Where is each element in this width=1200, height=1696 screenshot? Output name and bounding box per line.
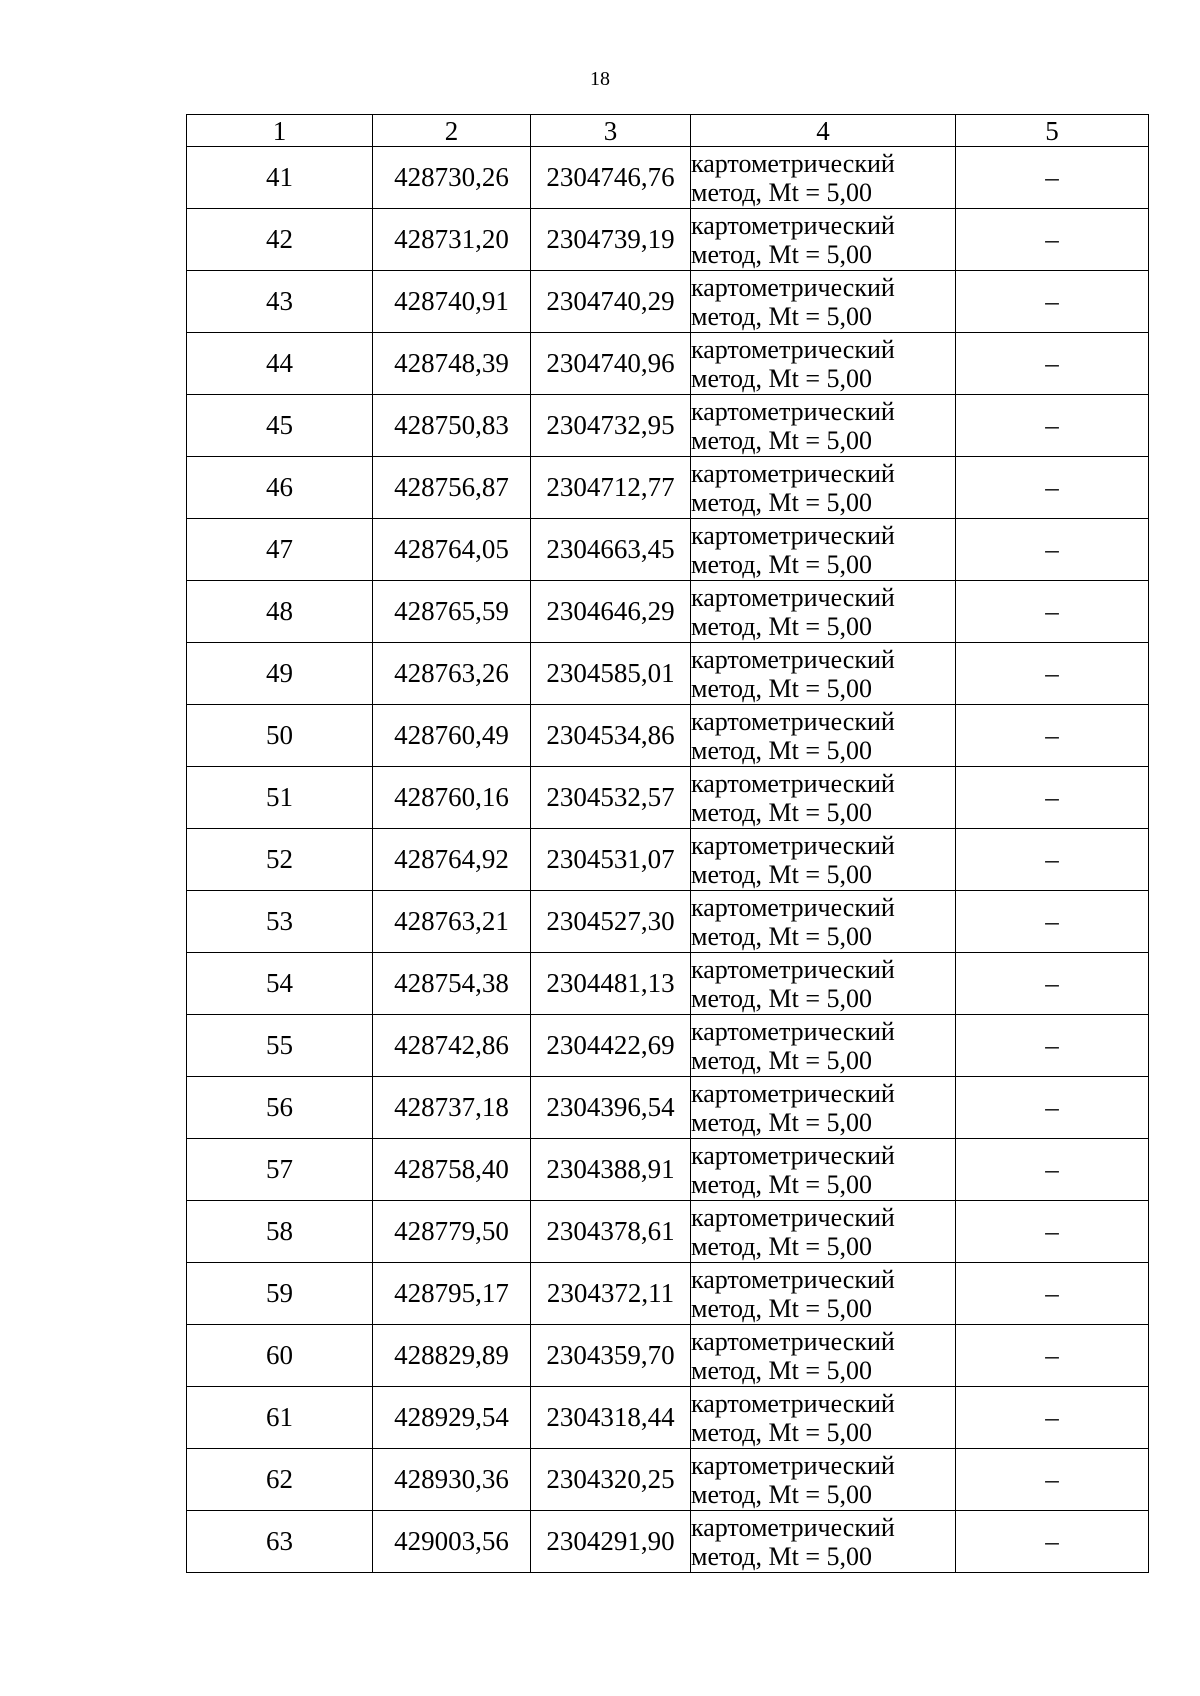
x-coordinate-cell: 428779,50 (373, 1201, 531, 1263)
point-number-cell: 42 (187, 209, 373, 271)
x-coordinate-cell: 428760,16 (373, 767, 531, 829)
x-coordinate-cell: 428748,39 (373, 333, 531, 395)
coordinates-table (186, 114, 1149, 1573)
x-coordinate-cell: 428765,59 (373, 581, 531, 643)
note-cell: – (956, 1263, 1149, 1325)
method-cell (691, 705, 956, 767)
table-row (187, 581, 1149, 643)
method-line-2: метод, Mt = 5,00 (691, 239, 872, 269)
column-header-1: 1 (187, 115, 373, 147)
point-number-cell: 60 (187, 1325, 373, 1387)
point-number-cell: 41 (187, 147, 373, 209)
method-line-1: картометрический (691, 1388, 895, 1418)
method-cell (691, 767, 956, 829)
table-row (187, 1387, 1149, 1449)
x-coordinate-cell: 428750,83 (373, 395, 531, 457)
note-cell: – (956, 767, 1149, 829)
method-cell (691, 209, 956, 271)
method-cell (691, 581, 956, 643)
method-cell (691, 1077, 956, 1139)
method-cell (691, 953, 956, 1015)
point-number-cell: 47 (187, 519, 373, 581)
method-cell (691, 519, 956, 581)
column-header-3: 3 (531, 115, 691, 147)
method-line-2: метод, Mt = 5,00 (691, 1293, 872, 1323)
method-line-1: картометрический (691, 1264, 895, 1294)
point-number-cell: 63 (187, 1511, 373, 1573)
table-row (187, 829, 1149, 891)
x-coordinate-cell: 428795,17 (373, 1263, 531, 1325)
method-line-1: картометрический (691, 1512, 895, 1542)
note-cell: – (956, 1201, 1149, 1263)
y-coordinate-cell: 2304422,69 (531, 1015, 691, 1077)
table-row (187, 519, 1149, 581)
x-coordinate-cell: 428754,38 (373, 953, 531, 1015)
x-coordinate-cell: 428930,36 (373, 1449, 531, 1511)
note-cell: – (956, 1511, 1149, 1573)
method-line-1: картометрический (691, 1016, 895, 1046)
y-coordinate-cell: 2304481,13 (531, 953, 691, 1015)
point-number-cell: 46 (187, 457, 373, 519)
method-line-2: метод, Mt = 5,00 (691, 611, 872, 641)
method-cell (691, 333, 956, 395)
note-cell: – (956, 1015, 1149, 1077)
method-line-2: метод, Mt = 5,00 (691, 1355, 872, 1385)
y-coordinate-cell: 2304732,95 (531, 395, 691, 457)
method-line-2: метод, Mt = 5,00 (691, 301, 872, 331)
y-coordinate-cell: 2304740,96 (531, 333, 691, 395)
y-coordinate-cell: 2304712,77 (531, 457, 691, 519)
method-cell (691, 1015, 956, 1077)
method-line-1: картометрический (691, 706, 895, 736)
point-number-cell: 56 (187, 1077, 373, 1139)
method-line-2: метод, Mt = 5,00 (691, 425, 872, 455)
table-row (187, 643, 1149, 705)
x-coordinate-cell: 428740,91 (373, 271, 531, 333)
point-number-cell: 43 (187, 271, 373, 333)
method-line-2: метод, Mt = 5,00 (691, 983, 872, 1013)
note-cell: – (956, 395, 1149, 457)
method-line-2: метод, Mt = 5,00 (691, 859, 872, 889)
table-row (187, 147, 1149, 209)
method-cell (691, 395, 956, 457)
note-cell: – (956, 457, 1149, 519)
method-line-2: метод, Mt = 5,00 (691, 921, 872, 951)
point-number-cell: 53 (187, 891, 373, 953)
method-line-1: картометрический (691, 892, 895, 922)
y-coordinate-cell: 2304396,54 (531, 1077, 691, 1139)
method-line-1: картометрический (691, 458, 895, 488)
method-line-1: картометрический (691, 954, 895, 984)
method-line-1: картометрический (691, 644, 895, 674)
method-cell (691, 1139, 956, 1201)
x-coordinate-cell: 429003,56 (373, 1511, 531, 1573)
method-line-2: метод, Mt = 5,00 (691, 1417, 872, 1447)
table-row (187, 271, 1149, 333)
y-coordinate-cell: 2304646,29 (531, 581, 691, 643)
table-row (187, 395, 1149, 457)
table-row (187, 1511, 1149, 1573)
method-line-1: картометрический (691, 396, 895, 426)
note-cell: – (956, 519, 1149, 581)
method-cell (691, 1387, 956, 1449)
x-coordinate-cell: 428760,49 (373, 705, 531, 767)
note-cell: – (956, 1325, 1149, 1387)
method-line-1: картометрический (691, 334, 895, 364)
x-coordinate-cell: 428764,05 (373, 519, 531, 581)
point-number-cell: 49 (187, 643, 373, 705)
y-coordinate-cell: 2304527,30 (531, 891, 691, 953)
x-coordinate-cell: 428829,89 (373, 1325, 531, 1387)
table-row (187, 891, 1149, 953)
x-coordinate-cell: 428731,20 (373, 209, 531, 271)
column-header-5: 5 (956, 115, 1149, 147)
note-cell: – (956, 271, 1149, 333)
method-cell (691, 1511, 956, 1573)
x-coordinate-cell: 428758,40 (373, 1139, 531, 1201)
note-cell: – (956, 643, 1149, 705)
method-line-2: метод, Mt = 5,00 (691, 735, 872, 765)
x-coordinate-cell: 428763,26 (373, 643, 531, 705)
y-coordinate-cell: 2304378,61 (531, 1201, 691, 1263)
method-line-2: метод, Mt = 5,00 (691, 549, 872, 579)
note-cell: – (956, 147, 1149, 209)
x-coordinate-cell: 428737,18 (373, 1077, 531, 1139)
method-line-2: метод, Mt = 5,00 (691, 797, 872, 827)
method-line-1: картометрический (691, 272, 895, 302)
point-number-cell: 59 (187, 1263, 373, 1325)
method-cell (691, 1263, 956, 1325)
method-cell (691, 1325, 956, 1387)
note-cell: – (956, 953, 1149, 1015)
method-line-1: картометрический (691, 210, 895, 240)
point-number-cell: 44 (187, 333, 373, 395)
y-coordinate-cell: 2304739,19 (531, 209, 691, 271)
method-line-1: картометрический (691, 520, 895, 550)
method-line-1: картометрический (691, 582, 895, 612)
note-cell: – (956, 1387, 1149, 1449)
method-line-2: метод, Mt = 5,00 (691, 1541, 872, 1571)
y-coordinate-cell: 2304740,29 (531, 271, 691, 333)
y-coordinate-cell: 2304534,86 (531, 705, 691, 767)
table-row (187, 1077, 1149, 1139)
y-coordinate-cell: 2304585,01 (531, 643, 691, 705)
y-coordinate-cell: 2304663,45 (531, 519, 691, 581)
y-coordinate-cell: 2304388,91 (531, 1139, 691, 1201)
table-row (187, 953, 1149, 1015)
point-number-cell: 61 (187, 1387, 373, 1449)
method-line-2: метод, Mt = 5,00 (691, 363, 872, 393)
method-cell (691, 891, 956, 953)
point-number-cell: 48 (187, 581, 373, 643)
method-line-2: метод, Mt = 5,00 (691, 1045, 872, 1075)
y-coordinate-cell: 2304531,07 (531, 829, 691, 891)
method-line-2: метод, Mt = 5,00 (691, 487, 872, 517)
y-coordinate-cell: 2304359,70 (531, 1325, 691, 1387)
column-header-4: 4 (691, 115, 956, 147)
note-cell: – (956, 829, 1149, 891)
table-row (187, 1325, 1149, 1387)
method-cell (691, 457, 956, 519)
point-number-cell: 54 (187, 953, 373, 1015)
method-line-1: картометрический (691, 1326, 895, 1356)
column-header-2: 2 (373, 115, 531, 147)
method-cell (691, 271, 956, 333)
note-cell: – (956, 1449, 1149, 1511)
point-number-cell: 52 (187, 829, 373, 891)
table-row (187, 333, 1149, 395)
point-number-cell: 50 (187, 705, 373, 767)
method-cell (691, 1449, 956, 1511)
method-cell (691, 147, 956, 209)
point-number-cell: 55 (187, 1015, 373, 1077)
table-body (187, 147, 1149, 1573)
method-line-1: картометрический (691, 148, 895, 178)
method-line-2: метод, Mt = 5,00 (691, 1479, 872, 1509)
point-number-cell: 62 (187, 1449, 373, 1511)
note-cell: – (956, 891, 1149, 953)
table-row (187, 1015, 1149, 1077)
note-cell: – (956, 1139, 1149, 1201)
note-cell: – (956, 333, 1149, 395)
table-row (187, 1139, 1149, 1201)
note-cell: – (956, 581, 1149, 643)
table-row (187, 767, 1149, 829)
method-cell (691, 1201, 956, 1263)
y-coordinate-cell: 2304532,57 (531, 767, 691, 829)
method-line-1: картометрический (691, 1450, 895, 1480)
x-coordinate-cell: 428730,26 (373, 147, 531, 209)
table-row (187, 1263, 1149, 1325)
point-number-cell: 51 (187, 767, 373, 829)
x-coordinate-cell: 428764,92 (373, 829, 531, 891)
method-cell (691, 829, 956, 891)
method-line-2: метод, Mt = 5,00 (691, 1231, 872, 1261)
method-line-1: картометрический (691, 1140, 895, 1170)
point-number-cell: 45 (187, 395, 373, 457)
method-line-2: метод, Mt = 5,00 (691, 1107, 872, 1137)
method-line-1: картометрический (691, 768, 895, 798)
table-row (187, 705, 1149, 767)
method-line-1: картометрический (691, 1202, 895, 1232)
y-coordinate-cell: 2304320,25 (531, 1449, 691, 1511)
x-coordinate-cell: 428756,87 (373, 457, 531, 519)
x-coordinate-cell: 428763,21 (373, 891, 531, 953)
x-coordinate-cell: 428742,86 (373, 1015, 531, 1077)
y-coordinate-cell: 2304372,11 (531, 1263, 691, 1325)
note-cell: – (956, 705, 1149, 767)
method-line-1: картометрический (691, 1078, 895, 1108)
method-line-2: метод, Mt = 5,00 (691, 1169, 872, 1199)
table-header-row (187, 115, 1149, 147)
point-number-cell: 57 (187, 1139, 373, 1201)
method-line-2: метод, Mt = 5,00 (691, 177, 872, 207)
point-number-cell: 58 (187, 1201, 373, 1263)
note-cell: – (956, 1077, 1149, 1139)
y-coordinate-cell: 2304318,44 (531, 1387, 691, 1449)
method-line-2: метод, Mt = 5,00 (691, 673, 872, 703)
note-cell: – (956, 209, 1149, 271)
table-row (187, 209, 1149, 271)
method-line-1: картометрический (691, 830, 895, 860)
page-number: 18 (590, 68, 610, 90)
table-row (187, 457, 1149, 519)
method-cell (691, 643, 956, 705)
table-row (187, 1449, 1149, 1511)
y-coordinate-cell: 2304291,90 (531, 1511, 691, 1573)
y-coordinate-cell: 2304746,76 (531, 147, 691, 209)
x-coordinate-cell: 428929,54 (373, 1387, 531, 1449)
table-row (187, 1201, 1149, 1263)
